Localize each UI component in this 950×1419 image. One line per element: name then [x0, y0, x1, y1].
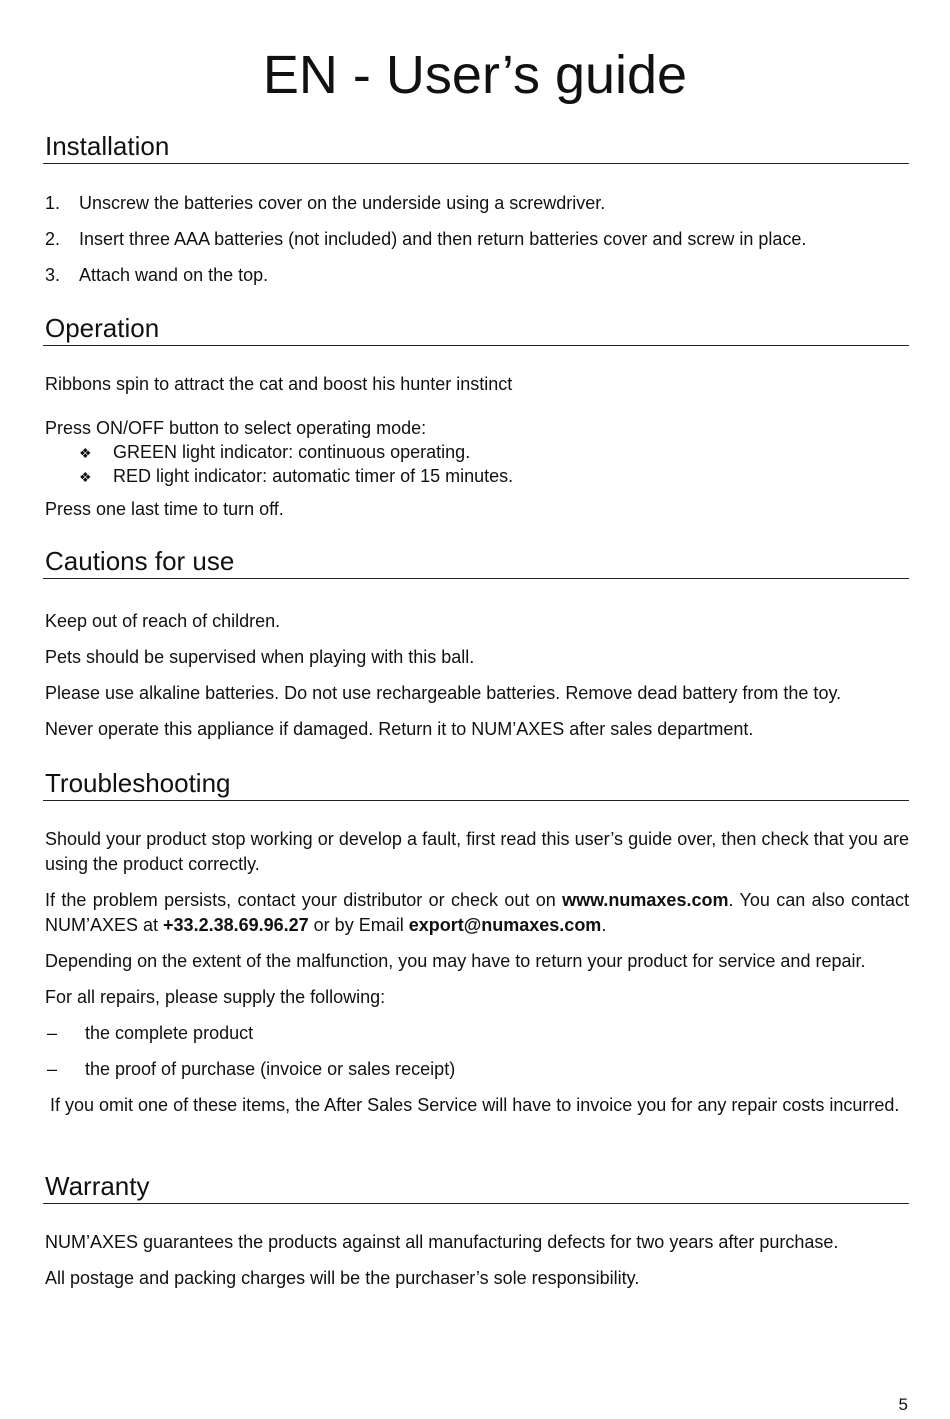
- operation-section: [43, 313, 909, 522]
- operation-off-text: Press one last time to turn off.: [45, 499, 284, 519]
- step-number: 2.: [45, 229, 61, 249]
- operation-press-text: Press ON/OFF button to select operating mode:: [45, 418, 427, 438]
- troubleshooting-paragraph: Should your product stop working or develop a fault, first read this user’s guide over, then check that you are using the product correctly.: [45, 829, 909, 874]
- troubleshooting-paragraph: For all repairs, please supply the following:: [45, 987, 386, 1007]
- mode-item: [43, 465, 909, 489]
- repair-item: [43, 1021, 909, 1046]
- repair-item-text: the complete product: [85, 1023, 254, 1043]
- mode-item: [43, 441, 909, 465]
- diamond-bullet-icon: ❖: [79, 469, 92, 485]
- repair-item: [43, 1057, 909, 1082]
- page-number: 5: [898, 1395, 908, 1414]
- step-text: Insert three AAA batteries (not included) and then return batteries cover and screw in place.: [79, 229, 807, 249]
- troubleshooting-contact-paragraph: [43, 888, 909, 938]
- dash-bullet: –: [47, 1059, 58, 1079]
- mode-text: GREEN light indicator: continuous operating.: [113, 442, 471, 462]
- installation-heading: Installation: [43, 131, 909, 164]
- diamond-bullet-icon: ❖: [79, 445, 92, 461]
- installation-step: [45, 227, 806, 252]
- website-link[interactable]: www.numaxes.com: [562, 890, 729, 910]
- operation-heading: Operation: [43, 313, 909, 346]
- email-link[interactable]: export@numaxes.com: [408, 915, 602, 935]
- warranty-paragraph: All postage and packing charges will be the purchaser’s sole responsibility.: [45, 1268, 640, 1288]
- contact-text: .: [601, 915, 607, 935]
- cautions-heading: Cautions for use: [43, 546, 909, 579]
- troubleshooting-heading: Troubleshooting: [43, 768, 909, 801]
- caution-line: Keep out of reach of children.: [45, 611, 281, 631]
- installation-section: [43, 131, 909, 285]
- warranty-heading: Warranty: [43, 1171, 909, 1204]
- contact-text: . You can also contact NUM’AXES at: [45, 890, 909, 935]
- warranty-section: [43, 1171, 909, 1291]
- installation-step: [45, 263, 268, 288]
- step-number: 3.: [45, 265, 61, 285]
- step-number: 1.: [45, 193, 61, 213]
- caution-line: Never operate this appliance if damaged. Return it to NUM’AXES after sales department.: [45, 719, 754, 739]
- step-text: Attach wand on the top.: [79, 265, 269, 285]
- phone-number: +33.2.38.69.96.27: [163, 915, 309, 935]
- contact-text: If the problem persists, contact your distributor or check out on: [45, 890, 563, 910]
- troubleshooting-paragraph: If you omit one of these items, the After Sales Service will have to invoice you for any repair costs incurred.: [50, 1095, 900, 1115]
- cautions-section: [43, 546, 909, 742]
- installation-step: [45, 191, 605, 216]
- caution-line: Please use alkaline batteries. Do not use rechargeable batteries. Remove dead battery from the toy.: [45, 683, 842, 703]
- mode-text: RED light indicator: automatic timer of 15 minutes.: [113, 466, 514, 486]
- caution-line: Pets should be supervised when playing with this ball.: [45, 647, 475, 667]
- troubleshooting-section: [43, 768, 909, 1118]
- warranty-paragraph: NUM’AXES guarantees the products against all manufacturing defects for two years after purchase.: [45, 1232, 839, 1252]
- contact-text: or by Email: [308, 915, 409, 935]
- troubleshooting-paragraph: Depending on the extent of the malfunction, you may have to return your product for service and repair.: [45, 951, 866, 971]
- repair-item-text: the proof of purchase (invoice or sales receipt): [85, 1059, 456, 1079]
- operation-intro: Ribbons spin to attract the cat and boost his hunter instinct: [45, 374, 513, 394]
- dash-bullet: –: [47, 1023, 58, 1043]
- step-text: Unscrew the batteries cover on the underside using a screwdriver.: [79, 193, 606, 213]
- page-title: EN - User’s guide: [262, 45, 688, 105]
